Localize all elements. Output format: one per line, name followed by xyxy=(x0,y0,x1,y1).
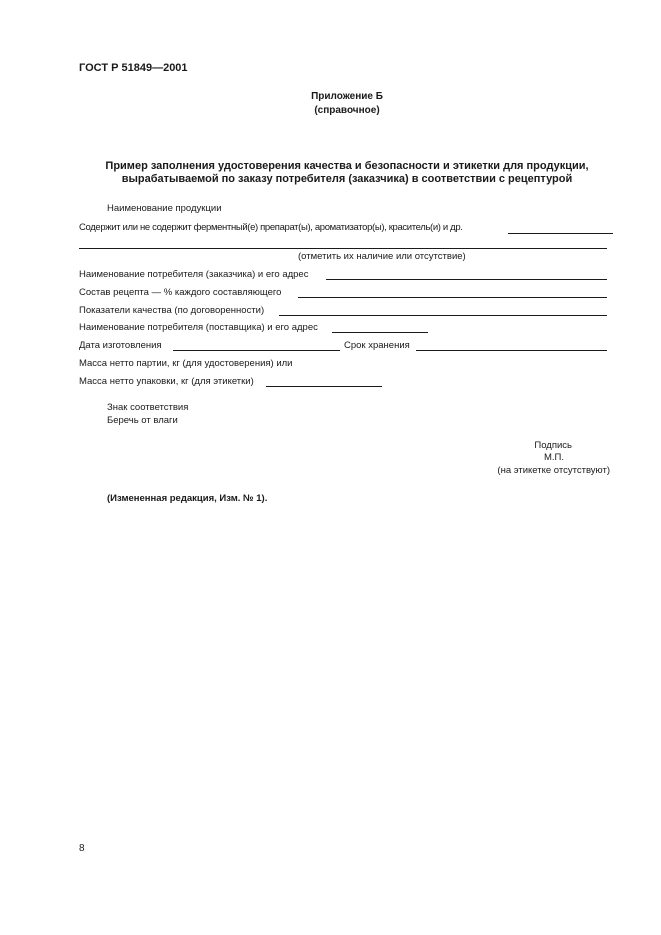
supplier-label: Наименование потребителя (поставщика) и его адрес xyxy=(79,322,318,333)
contains-field-line-2 xyxy=(79,248,607,249)
signature-label: Подпись xyxy=(534,440,572,451)
shelf-life-field-line xyxy=(416,350,607,351)
standard-number: ГОСТ Р 51849—2001 xyxy=(79,62,188,74)
quality-label: Показатели качества (по договоренности) xyxy=(79,305,265,316)
presence-note: (отметить их наличие или отсутствие) xyxy=(298,251,466,262)
product-name-label: Наименование продукции xyxy=(107,203,222,214)
contains-label: Содержит или не содержит ферментный(е) препарат(ы), ароматизатор(ы), краситель(и) и др. xyxy=(79,222,463,233)
heading-line-2: вырабатываемой по заказу потребителя (заказчика) в соответствии с рецептурой xyxy=(121,173,573,185)
page-number: 8 xyxy=(79,843,85,854)
package-mass-field-line xyxy=(266,386,382,387)
package-mass-label: Масса нетто упаковки, кг (для этикетки) xyxy=(79,376,254,387)
seal-label: М.П. xyxy=(543,452,564,463)
signature-note: (на этикетке отсутствуют) xyxy=(497,465,610,476)
supplier-field-line xyxy=(332,332,428,333)
shelf-life-label: Срок хранения xyxy=(344,340,410,351)
conformity-mark-label: Знак соответствия xyxy=(107,402,189,413)
revision-note: (Измененная редакция, Изм. № 1). xyxy=(107,493,268,504)
consumer-field-line xyxy=(326,279,607,280)
contains-field-line xyxy=(508,233,613,234)
annex-subtitle: (справочное) xyxy=(314,105,380,116)
recipe-label: Состав рецепта — % каждого составляющего xyxy=(79,287,282,298)
manufacture-date-field-line xyxy=(173,350,340,351)
quality-field-line xyxy=(279,315,607,316)
consumer-label: Наименование потребителя (заказчика) и его адрес xyxy=(79,269,309,280)
manufacture-date-label: Дата изготовления xyxy=(79,340,162,351)
heading-line-1: Пример заполнения удостоверения качества и безопасности и этикетки для продукции, xyxy=(105,160,589,172)
recipe-field-line xyxy=(298,297,607,298)
moisture-warning-label: Беречь от влаги xyxy=(107,415,178,426)
annex-title: Приложение Б xyxy=(311,91,383,102)
batch-mass-label: Масса нетто партии, кг (для удостоверения) или xyxy=(79,358,293,369)
